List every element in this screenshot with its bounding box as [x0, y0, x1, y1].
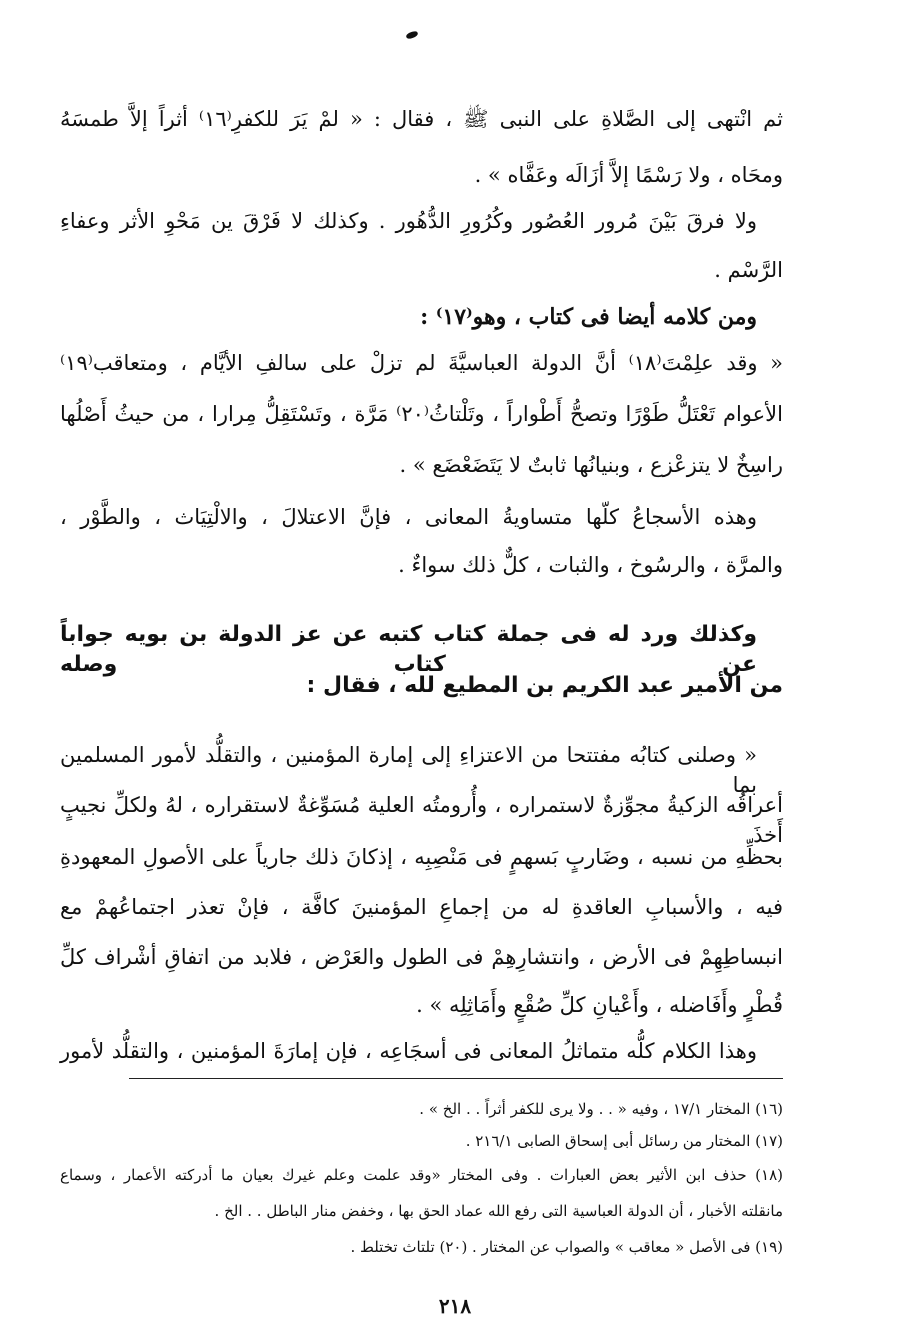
body-line-7: الأعوام تَعْتَلُّ طَوْرًا وتصحُّ أَطْواراً ، وتَلْتاثُ⁽٢٠⁾ مَرَّة ، وتَسْتَقِلُّ مِرارا ، من حيثُ أَصْلُها — [60, 402, 783, 426]
body-line-3: ولا فرقَ بَيْنَ مُرور العُصُور وكُرُورِ الدُّهُور . وكذلك لا فَرْقَ ين مَحْوِ الأثر وعفاءِ — [60, 209, 757, 233]
quote-line-5: انبساطِهِمْ فى الأرض ، وانتشارِهِمْ فى الطول والعَرْض ، فلابد من اتفاقِ أشْراف كلِّ — [60, 945, 783, 969]
page-number: ٢١٨ — [438, 1294, 472, 1318]
body-line-6: « وقد علِمْتَ⁽١٨⁾ أنَّ الدولة العباسيَّةَ لم تزلْ على سالفِ الأيَّام ، ومتعاقب⁽١٩⁾ — [60, 351, 783, 375]
ink-mark — [405, 30, 418, 39]
body-line-2: ومحَاه ، ولا رَسْمًا إلاَّ أزَالَه وعَفَّاه » . — [474, 163, 783, 187]
footnote-18-continued: مانقلته الأخبار ، أن الدولة العباسية التى رفع الله عماد الحق بها ، وخفض منار الباطل . . الخ . — [214, 1202, 783, 1220]
body-line-8: راسِخٌ لا يتزعْزع ، وبنيانُها ثابتٌ لا يَتَضَعْضَع » . — [399, 453, 783, 477]
quote-line-4: فيه ، والأسبابِ العاقدةِ له من إجماعِ المؤمنينَ كافَّة ، فإنْ تعذر اجتماعُهمْ مع — [60, 895, 784, 919]
heading-line-2: من الأمير عبد الكريم بن المطيع لله ، فقال : — [306, 673, 783, 698]
quote-line-1: « وصلنى كتابُه مفتتحا من الاعتزاءِ إلى إمارة المؤمنين ، والتقلُّد لأمور المسلمين بما — [60, 743, 757, 797]
body-line-9: وهذه الأسجاعُ كلّها متساويةُ المعانى ، فإنَّ الاعتلالَ ، والالْتِيَاث ، والطَّوْر ، — [60, 505, 757, 529]
footnotes-19-20: (١٩) فى الأصل « معاقب » والصواب عن المختار . (٢٠) تلتاث تختلط . — [350, 1238, 783, 1256]
body-line-4: الرَّسْم . — [714, 258, 783, 282]
section-intro: ومن كلامه أيضا فى كتاب ، وهو⁽١٧⁾ : — [420, 304, 757, 330]
footnote-17: (١٧) المختار من رسائل أبى إسحاق الصابى ٢١٦/١ . — [465, 1132, 783, 1150]
footnote-18: (١٨) حذف ابن الأثير بعض العبارات . وفى المختار «وقد علمت وعلم غيرك بعيان ما أدركته الأعمار ، وسماع — [60, 1166, 783, 1184]
body-line-1: ثم انْتهى إلى الصَّلاةِ على النبى ﷺ ، فقال : « لمْ يَرَ للكفرِ⁽١٦⁾ أثراً إلاَّ طمسَهُ — [60, 107, 783, 131]
heading-line-1: وكذلك ورد له فى جملة كتاب كتبه عن عز الدولة بن بويه جواباً عن كتاب وصله — [60, 622, 757, 677]
quote-line-3: بحظِّهِ من نسبه ، وضَاربٍ بَسهمٍ فى مَنْصِبِه ، إذكانَ ذلك جارياً على الأصولِ المعهودةِ — [60, 845, 783, 869]
body-line-10: والمرَّة ، والرسُوخ ، والثبات ، كلٌّ ذلك سواءٌ . — [398, 553, 783, 577]
quote-line-6: قُطْرٍ وأَفَاضله ، وأَعْيانِ كلِّ صُقْعٍ وأَمَاثِلِه » . — [416, 993, 783, 1017]
footnote-separator — [129, 1078, 783, 1079]
quote-line-2: أعراقُه الزكيةُ مجوِّزةٌ لاستمراره ، وأُرومتُه العلية مُسَوِّغةٌ لاستقراره ، لهُ ولكلِّ نجيبٍ أَخذَ — [60, 793, 783, 847]
body-line-final: وهذا الكلام كلُّه متماثلُ المعانى فى أسجَاعِه ، فإن إمارَةَ المؤمنين ، والتقلُّد لأمور — [60, 1039, 757, 1063]
footnote-16: (١٦) المختار ١٧/١ ، وفيه « . . ولا يرى للكفر أثراً . . الخ » . — [419, 1100, 783, 1118]
